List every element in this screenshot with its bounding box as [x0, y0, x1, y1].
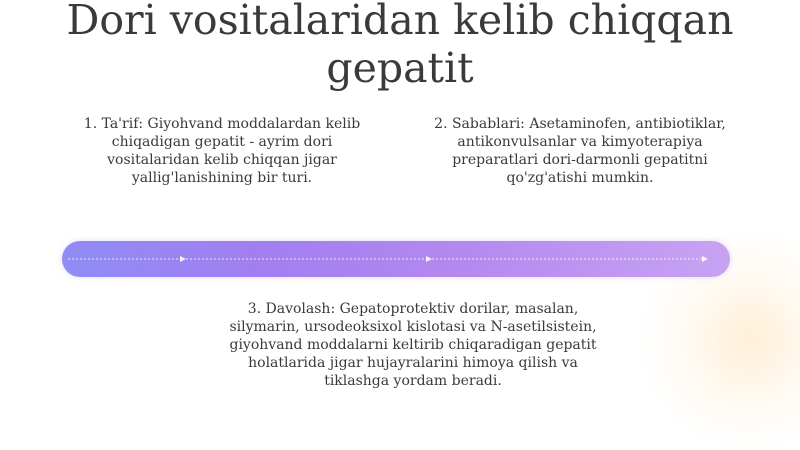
timeline-bar [62, 241, 730, 277]
point-causes: 2. Sabablari: Asetaminofen, antibiotiklar, antikonvulsanlar va kimyoterapiya preparatlari dori-darmonli gepatitni qo'zg'atishi mumkin. [434, 116, 726, 186]
point-definition: 1. Ta'rif: Giyohvand moddalardan kelib chiqadigan gepatit - ayrim dori vositalaridan kelib chiqqan jigar yallig'lanishining bir turi. [83, 116, 361, 186]
arrow-head-2-icon [426, 256, 432, 262]
page-title: Dori vositalaridan kelib chiqqan gepatit [66, 0, 734, 92]
timeline-arrows [62, 241, 730, 277]
arrow-head-3-icon [702, 256, 708, 262]
arrow-head-1-icon [180, 256, 186, 262]
point-treatment: 3. Davolash: Gepatoprotektiv dorilar, masalan, silymarin, ursodeoksixol kislotasi va N-asetilsistein, giyohvand moddalarni keltirib chiqaradigan gepatit holatlarida jigar hujayralarini himoya qilish va tiklashga yordam beradi. [229, 301, 597, 389]
